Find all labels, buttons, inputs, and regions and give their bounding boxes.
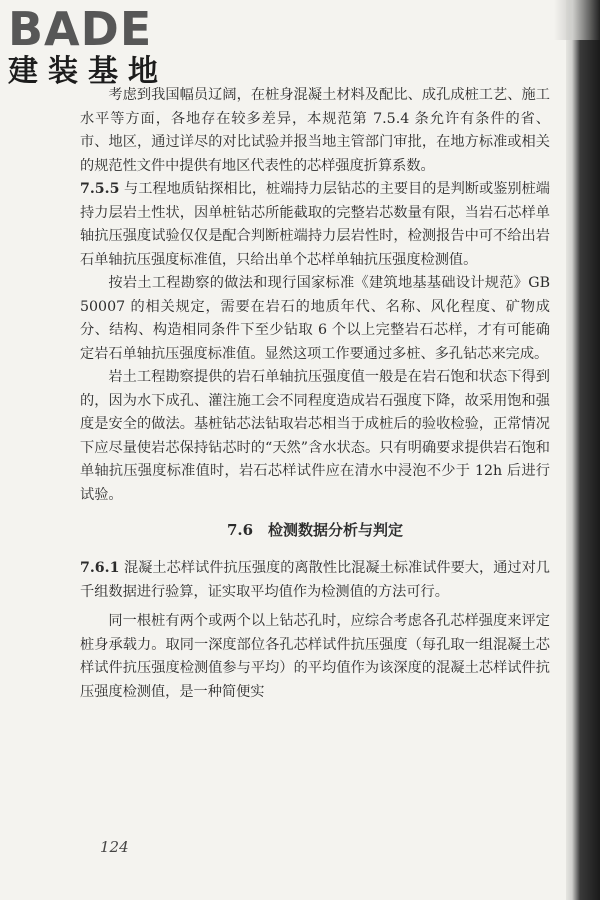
section-title: 7.6 检测数据分析与判定: [226, 521, 404, 539]
clause-7-5-5: [80, 178, 550, 272]
scan-shadow-corner: [554, 0, 600, 40]
clause-number: 7.6.1: [80, 560, 120, 576]
clause-7-6-1: [80, 557, 550, 604]
paragraph-rock-standard: 按岩土工程勘察的做法和现行国家标准《建筑地基基础设计规范》GB 50007 的相关规定，需要在岩石的地质年代、名称、风化程度、矿物成分、结构、构造相同条件下至少钻取 6 个以上完整岩石芯样，才有可能确定岩石单轴抗压强度标准值。显然这项工作要通过多桩、多孔钻芯来完成。: [80, 275, 550, 362]
page-body: [80, 84, 550, 704]
clause-text: 与工程地质钻探相比，桩端持力层钻芯的主要目的是判断或鉴别桩端持力层岩土性状，因单桩钻芯所能截取的完整岩芯数量有限，当岩石芯样单轴抗压强度试验仅仅是配合判断桩端持力层岩性时，检测报告中可不给出岩石单轴抗压强度标准值，只给出单个芯样单轴抗压强度检测值。: [80, 181, 550, 268]
paragraph-saturated-strength: 岩土工程勘察提供的岩石单轴抗压强度值一般是在岩石饱和状态下得到的，因为水下成孔、灌注施工会不同程度造成岩石强度下降，故采用饱和强度是安全的做法。基桩钻芯法钻取岩芯相当于成桩后的验收检验，正常情况下应尽量使岩芯保持钻芯时的“天然”含水状态。只有明确要求提供岩石饱和单轴抗压强度标准值时，岩石芯样试件应在清水中浸泡不少于 12h 后进行试验。: [80, 369, 550, 503]
logo-word: BADE: [8, 2, 153, 56]
clause-number: 7.5.5: [80, 181, 120, 197]
paragraph-multi-hole: 同一根桩有两个或两个以上钻芯孔时，应综合考虑各孔芯样强度来评定桩身承载力。取同一深度部位各孔芯样试件抗压强度（每孔取一组混凝土芯样试件抗压强度检测值参与平均）的平均值作为该深度的混凝土芯样试件抗压强度检测值，是一种简便实: [80, 613, 550, 700]
logo-watermark: [8, 2, 178, 90]
page-number: 124: [100, 838, 129, 856]
paragraph-intro: 考虑到我国幅员辽阔，在桩身混凝土材料及配比、成孔成桩工艺、施工水平等方面，各地存在较多差异，本规范第 7.5.4 条允许有条件的省、市、地区，通过详尽的对比试验并报当地主管部门审批，在地方标准或相关的规范性文件中提供有地区代表性的芯样强度折算系数。: [80, 87, 550, 174]
logo-subtitle: 建装基地: [8, 54, 168, 89]
scan-shadow-edge: [566, 0, 600, 900]
clause-text: 混凝土芯样试件抗压强度的离散性比混凝土标准试件要大，通过对几千组数据进行验算，证实取平均值作为检测值的方法可行。: [80, 560, 550, 600]
